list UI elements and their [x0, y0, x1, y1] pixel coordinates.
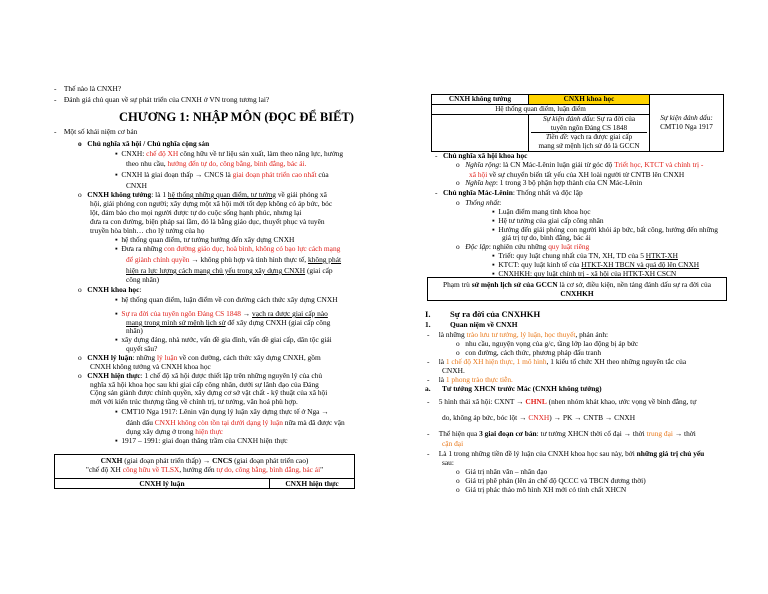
question-1: - Thế nào là CNXH? [54, 84, 122, 93]
a-sub2: o Giá trị phê phán (lên án chế độ QCCC và TBCN đương thời) [456, 476, 646, 485]
a-sub3: o Giá trị phác thảo mô hình XH mới có tính chất XHCN [456, 485, 627, 494]
kt-line5: truyền hòa bình… cho lý tưởng của họ [90, 226, 205, 235]
summary-line2: "chế độ XH công hữu về TLSX, hướng đến tự do, công bằng, bình đẳng, bác ái" [85, 465, 324, 475]
ml-bullet1: ▪ Luận điểm mang tính khoa học [492, 207, 591, 216]
mid-line1: Sự kiện đánh dấu: Sự ra đời của [542, 115, 636, 123]
kt-bullet2-line3: hiện ra lực lượng cách mạng chủ yếu trong xây dựng CNXH (giai cấp [126, 266, 333, 275]
ll-line2: CNXH không tưởng và CNXH khoa học [90, 362, 211, 371]
section-1-1-num: 1. [425, 320, 431, 329]
a-line3-cont: cận đại [442, 439, 464, 448]
su-kien-value: CMT10 Nga 1917 [660, 122, 713, 131]
section-1-num: I. [425, 309, 431, 319]
ml-bullet2: ▪ Hệ tư tưởng của giai cấp công nhân [492, 216, 604, 225]
summary-table [54, 478, 355, 489]
heading-cnxh-cncs: o Chủ nghĩa xã hội / Chủ nghĩa cộng sản [78, 139, 210, 148]
kh-nghia-rong: o Nghĩa rộng: là CN Mác-Lênin luận giải từ góc độ Triết học, KTCT và chính trị - [456, 160, 704, 169]
ht-line3: Cộng sản giành được chính quyền, xây dựng cơ sở vật chất - kỹ thuật của xã hội [90, 388, 328, 397]
mid-line3: Tiền đề: vạch ra được giai cấp [545, 133, 633, 142]
chapter-title: CHƯƠNG 1: NHẬP MÔN (ĐỌC ĐỂ BIẾT) [119, 110, 354, 124]
cell-ly-luan: CNXH lý luận [55, 479, 270, 489]
ht-bullet1-line2: đánh dấu CNXH không còn tồn tại dưới dạng lý luận nữa mà đã được vận [126, 418, 345, 427]
qn-line2: - là 1 chế độ XH hiện thực, 1 mô hình, 1 kiểu tổ chức XH theo những nguyên tắc của [427, 357, 687, 366]
ml-thong-nhat: o Thống nhất: [456, 198, 502, 207]
kt-bullet2-line2: để giành chính quyền → không phù hợp và tình hình thực tế, không phát [126, 255, 342, 264]
a-sub1: o Giá trị nhân văn – nhân đạo [456, 467, 548, 476]
mid-line2: tuyên ngôn Đảng CS 1848 [531, 124, 647, 134]
ht-line4: mới với kiến trúc thượng tầng về chính trị, tư tưởng, văn hoá phù hợp. [90, 397, 298, 406]
td-su-kien-2 [650, 95, 724, 152]
cnxh-def-line3: ▪ CNXH là giai đoạn thấp → CNCS là giai đoạn phát triển cao nhất của [115, 170, 329, 179]
section-1-1-title: Quan niệm về CNXH [450, 320, 518, 329]
ht-bullet1: ▪ CMT10 Nga 1917: Lênin vận dụng lý luận xây dựng thực tế ở Nga → [115, 407, 329, 416]
summary-box [54, 454, 355, 479]
ml-bullet3: ▪ Hướng đến giải phóng con người khỏi áp bức, bất công, hướng đến những [492, 225, 718, 234]
section-1-title: Sự ra đời của CNXHKH [450, 309, 541, 319]
kh-bullet2-line3: nhân) [126, 326, 143, 335]
ml-doc-lap: o Độc lập: nghiên cứu những quy luật riêng [456, 242, 590, 251]
gccn-line2: CNXHKH [560, 289, 594, 299]
summary-line1: CNXH (giai đoạn phát triển thấp) → CNCS (giai đoạn phát triển cao) [100, 456, 309, 465]
comparison-table [431, 94, 724, 152]
a-line2: do, không áp bức, bóc lột → CNXH) → PK → CNTB → CNXH [442, 413, 636, 422]
question-2: - Đánh giá chủ quan về sự phát triển của CNXH ở VN trong tương lai? [54, 95, 270, 104]
su-kien-label: Sự kiện đánh dấu: [660, 113, 713, 122]
kh-bullet3-line2: quyết sâu? [126, 344, 158, 353]
heading-cnxh-khoa-hoc: o CNXH khoa học: [78, 285, 142, 294]
kh-nghia-rong-line2: xã hội về sự chuyển biến tất yếu của XH loài người từ CNTB lên CNXH [469, 170, 685, 179]
qn-line2-cont: CNXH. [442, 366, 465, 375]
kh-bullet2: ▪ Sự ra đời của tuyên ngôn Đảng CS 1848 → vạch ra được giai cấp nào [115, 309, 328, 318]
ml-bullet5: ▪ KTCT: quy luật kinh tế của HTKT-XH TBCN và quá độ lên CNXH [492, 260, 700, 269]
heading-cnxh-khong-tuong: o CNXH không tưởng: là 1 hệ thống những quan điểm, tư tưởng về giải phóng xã [78, 190, 327, 199]
cnxh-def-line4: CNXH [126, 181, 147, 190]
kt-line2: hội, giải phóng con người; xây dựng một xã hội mới tốt đẹp không có áp bức, bóc [90, 199, 333, 208]
kt-line4: đưa ra con đường, biện pháp sai lầm, đó là bằng giáo dục, thuyết phục và tuyên [90, 217, 325, 226]
a-line3: - Thể hiện qua 3 giai đoạn cơ bản: tư tưởng XHCN thời cổ đại → thời trung đại → thời [427, 429, 696, 438]
kt-bullet2: ▪ Đưa ra những con đường giáo dục, hoà bình, không có bạo lực cách mạng [115, 244, 341, 253]
mid-line4: mang sứ mệnh lịch sử đó là GCCN [538, 141, 640, 150]
td-he-thong: Hệ thống quan điểm, luận điểm [432, 105, 650, 115]
td-su-kien-1 [529, 115, 650, 152]
th-khong-tuong: CNXH không tưởng [432, 95, 529, 105]
kt-bullet2-line4: công nhân) [126, 275, 160, 284]
sub-a-num: a. [425, 384, 431, 393]
heading-mac-lenin: - Chủ nghĩa Mác-Lênin: Thống nhất và độc lập [435, 188, 583, 197]
kh-nghia-hep: o Nghĩa hẹp: 1 trong 3 bộ phận hợp thành của CN Mác-Lênin [456, 178, 643, 187]
sub-a-title: Tư tưởng XHCN trước Mác (CNXH không tưởng) [442, 384, 602, 393]
qn-line3: - là 1 phong trào thực tiễn. [427, 375, 513, 384]
kt-line3: lột, đảm bảo cho mọi người được tự do cuộc sống hạnh phúc, nhưng lại [90, 208, 302, 217]
cnxh-def-line2: theo nhu cầu, hướng đến tự do, công bằng, bình đẳng, bác ái. [126, 159, 307, 168]
ml-bullet4: ▪ Triết: quy luật chung nhất của TN, XH, TD của 5 HTKT-XH [492, 251, 678, 260]
heading-cnxh-ly-luan: o CNXH lý luận: những lý luận về con đường, cách thức xây dựng CNXH, gồm [78, 353, 321, 362]
a-line4: - Là 1 trong những tiền đề lý luận của CNXH khoa học sau này, bởi những giá trị chủ yếu [427, 449, 705, 458]
a-line1: - 5 hình thái xã hội: CXNT → CHNL (nhen nhóm khát khao, ước vọng về bình đẳng, tự [427, 397, 697, 406]
qn-line1: - là những trào lưu tư tưởng, lý luận, học thuyết, phản ánh: [427, 330, 609, 339]
ht-bullet1-line3: dụng xây dựng ở trong hiện thực [126, 427, 223, 436]
kt-bullet1: ▪ hệ thống quan điểm, tư tưởng hướng đến xây dựng CNXH [115, 235, 295, 244]
qn-sub1: o nhu cầu, nguyện vọng của g/c, tầng lớp lao động bị áp bức [456, 339, 639, 348]
cell-hien-thuc: CNXH hiện thực [270, 479, 355, 489]
heading-cnxhkh: - Chủ nghĩa xã hội khoa học [435, 151, 528, 160]
ht-line2: nghĩa xã hội khoa học sau khi giai cấp công nhân, dưới sự lãnh đạo của Đảng [90, 380, 319, 389]
th-khoa-hoc: CNXH khoa học [529, 95, 650, 105]
kh-bullet3: ▪ xây dựng đảng, nhà nước, vấn đề gia đình, vấn đề giai cấp, dân tộc giải [115, 335, 332, 344]
ht-bullet2: ▪ 1917 – 1991: giai đoạn thăng trầm của CNXH hiện thực [115, 436, 288, 445]
gccn-line1: Phạm trù sứ mệnh lịch sử của GCCN là cơ sở, điều kiện, nền tảng đánh dấu sự ra đời của [442, 280, 712, 289]
a-line4-cont: sau: [442, 458, 454, 467]
ml-bullet3-line2: giá trị tự do, bình đẳng, bác ái [502, 233, 591, 242]
intro-line: - Một số khái niệm cơ bản [54, 127, 138, 136]
ml-bullet6: ▪ CNXHKH: quy luật chính trị - xã hội của HTKT-XH CSCN [492, 269, 677, 278]
kh-bullet2-line2: mang trong mình sứ mệnh lịch sử để xây dựng CNXH (giai cấp công [126, 318, 331, 327]
qn-sub2: o con đường, cách thức, phương pháp đấu tranh [456, 348, 602, 357]
cnxh-def-line1: ▪ CNXH: chế độ XH công hữu về tư liệu sản xuất, làm theo năng lực, hưởng [115, 149, 344, 158]
kh-bullet1: ▪ hệ thống quan điểm, luận điểm về con đường cách thức xây dựng CNXH [115, 295, 338, 304]
heading-cnxh-hien-thuc: o CNXH hiện thực: 1 chế độ xã hội được thiết lập trên những nguyên lý của chủ [78, 371, 323, 380]
gccn-box [427, 277, 727, 301]
